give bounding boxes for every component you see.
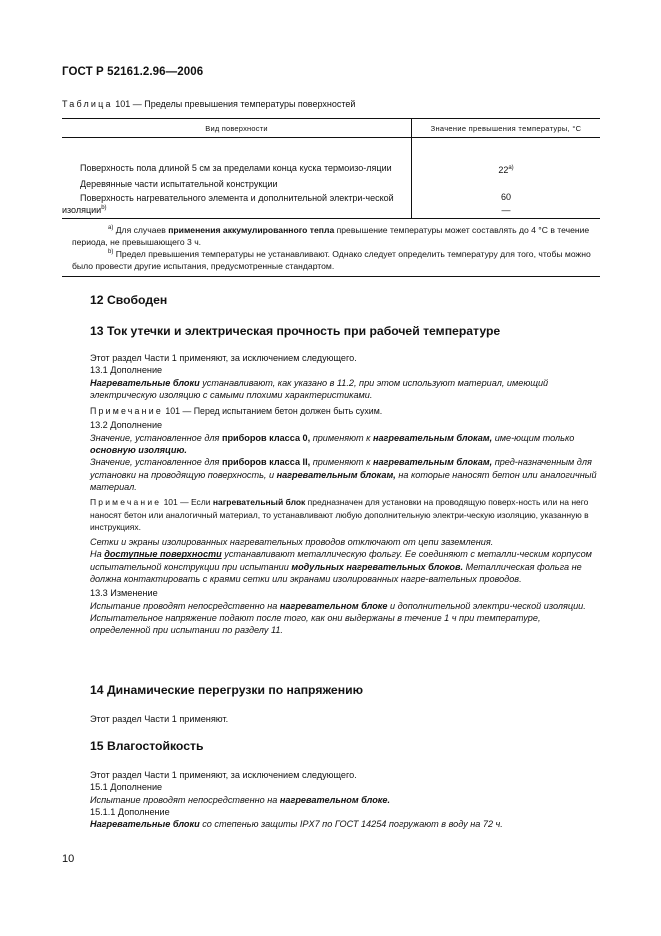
table-row-label: Поверхность пола длиной 5 см за пределами конца куска термоизо-ляции (80, 163, 392, 173)
value-cell (412, 138, 601, 219)
table-notes-row (62, 219, 600, 277)
section-14-text: Этот раздел Части 1 применяют. (90, 714, 229, 724)
section-13-heading: 13 Ток утечки и электрическая прочность при рабочей температуре (90, 324, 501, 338)
subsection-13-3-label: 13.3 Изменение (90, 588, 158, 599)
document-number: ГОСТ Р 52161.2.96—2006 (62, 66, 204, 78)
test-voltage-paragraph: Испытание проводят непосредственно на нагревательном блоке и дополнительной электри-ческой изоляции. Испытательное напряжение подают после того, как они выдержаны в течение 1 ч при температуре, определенной при испытании по разделу 11. (90, 600, 586, 636)
table-caption-prefix: Таблица (62, 99, 113, 109)
section-12-heading: 12 Свободен (90, 293, 168, 307)
subsection-15-1-1-text: Нагревательные блоки со степенью защиты IPX7 по ГОСТ 14254 погружают в воду на 72 ч. (90, 819, 503, 830)
footnote-a: $^{а)}$ Для случаев применения аккумулированного тепла превышение температуры может составлять до 4 °С в течение периода, не превышающего 3 ч. (72, 225, 590, 247)
table-footnotes (62, 219, 600, 277)
footnote-b: $^{b)}$ Предел превышения температуры не устанавливают. Однако следует определить температуру для того, чтобы можно было провести другие испытания, предусмотренные стандартом. (72, 249, 591, 271)
table-caption (62, 99, 355, 109)
section-15-body (90, 769, 600, 830)
table-body-row (62, 138, 600, 219)
section-14-body (90, 713, 600, 725)
table-caption-text: 101 — Пределы превышения температуры поверхностей (112, 99, 356, 109)
subsection-13-1-label: 13.1 Дополнение (90, 365, 163, 376)
table-row-label: Поверхность нагревательного элемента и дополнительной электри-ческой изоляции$^{b)}$ (62, 193, 394, 215)
table-header-row (62, 119, 600, 138)
note-101-concrete: Примечание 101 — Перед испытанием бетон должен быть сухим. (90, 406, 383, 417)
class-0-paragraph: Значение, установленное для приборов класса 0, применяют к нагревательным блокам, име-ющим только основную изоляцию. (90, 432, 575, 456)
temperature-limits-table (62, 118, 600, 277)
metal-foil-paragraph: На доступные поверхности устанавливают металлическую фольгу. Ее соединяют с металли-ческим корпусом испытательной конструкции при испытании модульных нагревательных блоков. Металлическая фольга не должна контактировать с краями сетки или экранами изолированных нагре-вательных проводов. (90, 549, 592, 585)
class-2-paragraph: Значение, установленное для приборов класса II, применяют к нагревательным блокам, пред-назначенным для установки на проводящую поверхность, и нагревательным блокам, на которые наносят бетон или аналогичный материал. (90, 457, 597, 492)
subsection-13-2-label: 13.2 Дополнение (90, 420, 163, 431)
surface-cell (62, 138, 412, 219)
subsection-15-1-text: Испытание проводят непосредственно на нагревательном блоке. (90, 794, 391, 805)
table-row-value: — (501, 205, 511, 215)
subsection-15-1-label: 15.1 Дополнение (90, 782, 163, 793)
section-13-body (90, 352, 600, 637)
table-row-label: Деревянные части испытательной конструкции (80, 178, 278, 189)
subsection-15-1-1-label: 15.1.1 Дополнение (90, 806, 170, 817)
section-15-heading: 15 Влагостойкость (90, 739, 204, 753)
section-14-heading: 14 Динамические перегрузки по напряжению (90, 683, 363, 697)
note-101-heating-block: Примечание 101 — Если нагревательный блок предназначен для установки на проводящую поверх-ность или на него наносят бетон или аналогичный материал, то устанавливают любую дополнительную электри-ческую изоляцию, указанную в инструкциях. (90, 497, 589, 532)
grounding-paragraph: Сетки и экраны изолированных нагревательных проводов отключают от цепи заземления. (90, 537, 494, 548)
section-15-intro: Этот раздел Части 1 применяют, за исключением следующего. (90, 770, 357, 780)
column-header-temperature-rise: Значение превышения температуры, °С (412, 119, 601, 138)
column-header-surface-type: Вид поверхности (62, 119, 412, 138)
table-row-value: $22^{а)}$ (498, 165, 514, 175)
table-row-value: 60 (500, 191, 511, 202)
page-number: 10 (62, 853, 75, 865)
section-13-intro: Этот раздел Части 1 применяют, за исключением следующего. (90, 353, 357, 363)
subsection-13-1-text: Нагревательные блоки устанавливают, как указано в 11.2, при этом используют материал, имеющий электрическую изоляцию с самыми плохими характеристиками. (90, 377, 549, 400)
